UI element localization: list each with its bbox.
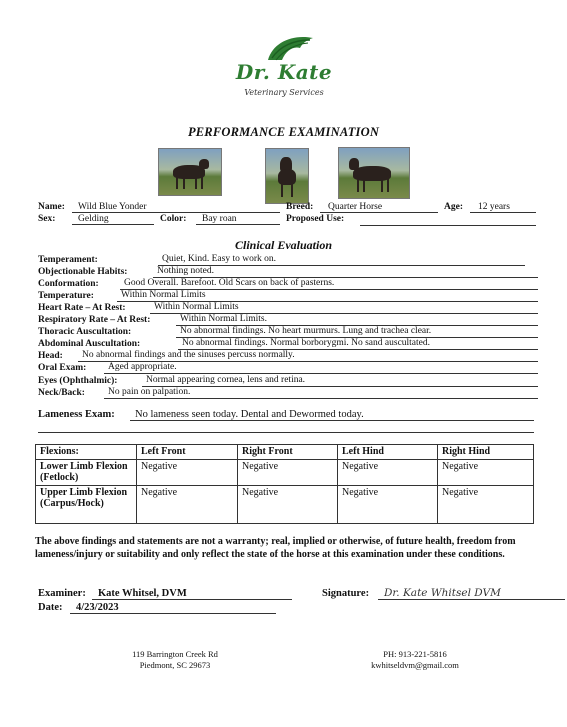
evaluation-value: Quiet, Kind. Easy to work on. xyxy=(158,254,525,266)
age-label: Age: xyxy=(444,202,463,212)
breed-label: Breed: xyxy=(286,202,314,212)
evaluation-row xyxy=(38,387,538,399)
table-row xyxy=(36,486,534,524)
table-cell: Negative xyxy=(438,460,534,486)
date-value: 4/23/2023 xyxy=(70,602,276,614)
evaluation-value: Aged appropriate. xyxy=(104,362,538,374)
table-cell: Negative xyxy=(238,460,338,486)
proposed-use-label: Proposed Use: xyxy=(286,214,345,224)
evaluation-label: Neck/Back: xyxy=(38,388,85,398)
examiner-value: Kate Whitsel, DVM xyxy=(92,588,292,600)
evaluation-row xyxy=(38,278,538,290)
footer-address-line2: Piedmont, SC 29673 xyxy=(139,660,211,670)
table-cell: Negative xyxy=(238,486,338,524)
evaluation-value: Nothing noted. xyxy=(153,266,538,278)
evaluation-row xyxy=(38,350,538,362)
footer-phone: PH: 913-221-5816 xyxy=(383,649,447,659)
color-value: Bay roan xyxy=(196,214,280,225)
horse-name-value: Wild Blue Yonder xyxy=(72,202,280,213)
disclaimer: The above findings and statements are not a warranty; real, implied or otherwise, of future health, freedom from lameness/injury or suitability and only reflect the state of the horse at this examination under these conditions. xyxy=(35,536,516,560)
logo-subtitle: Veterinary Services xyxy=(244,88,324,97)
horse-photo-1 xyxy=(158,148,222,196)
evaluation-row xyxy=(38,266,538,278)
section-title: Clinical Evaluation xyxy=(234,238,333,252)
age-value: 12 years xyxy=(470,202,536,213)
table-cell: Negative xyxy=(137,460,238,486)
breed-value: Quarter Horse xyxy=(320,202,438,213)
evaluation-value: Normal appearing cornea, lens and retina. xyxy=(142,375,538,387)
evaluation-label: Heart Rate – At Rest: xyxy=(38,303,126,313)
lameness-label: Lameness Exam: xyxy=(38,409,115,420)
horse-photo-3 xyxy=(338,147,410,199)
evaluation-value: No abnormal findings. Normal borborygmi. No sand auscultated. xyxy=(178,338,538,350)
footer-contact xyxy=(340,649,490,671)
evaluation-label: Eyes (Ophthalmic): xyxy=(38,376,118,386)
evaluation-row xyxy=(38,314,538,326)
row-label: Upper Limb Flexion (Carpus/Hock) xyxy=(36,486,137,524)
evaluation-label: Conformation: xyxy=(38,279,99,289)
table-cell: Negative xyxy=(338,486,438,524)
row-label: Lower Limb Flexion (Fetlock) xyxy=(36,460,137,486)
evaluation-label: Abdominal Auscultation: xyxy=(38,339,141,349)
table-header-row xyxy=(36,445,534,460)
date-label: Date: xyxy=(38,602,63,613)
table-header: Left Front xyxy=(137,445,238,460)
page-title: PERFORMANCE EXAMINATION xyxy=(187,125,380,139)
evaluation-label: Thoracic Auscultation: xyxy=(38,327,132,337)
table-cell: Negative xyxy=(137,486,238,524)
evaluation-value: Good Overall. Barefoot. Old Scars on back of pasterns. xyxy=(120,278,538,290)
logo-name: Dr. Kate xyxy=(235,60,333,84)
sex-value: Gelding xyxy=(72,214,154,225)
evaluation-row xyxy=(38,290,538,302)
footer-email: kwhitseldvm@gmail.com xyxy=(371,660,459,670)
table-cell: Negative xyxy=(338,460,438,486)
evaluation-row xyxy=(38,302,538,314)
table-header: Right Hind xyxy=(438,445,534,460)
table-header: Flexions: xyxy=(36,445,137,460)
evaluation-value: Within Normal Limits. xyxy=(176,314,538,326)
evaluation-label: Respiratory Rate – At Rest: xyxy=(38,315,151,325)
evaluation-value: No pain on palpation. xyxy=(104,387,538,399)
lameness-value: No lameness seen today. Dental and Dewormed today. xyxy=(130,409,534,421)
signature-label: Signature: xyxy=(322,588,370,599)
examiner-label: Examiner: xyxy=(38,588,86,599)
evaluation-row xyxy=(38,338,538,350)
color-label: Color: xyxy=(160,214,187,224)
evaluation-row xyxy=(38,362,538,374)
name-label: Name: xyxy=(38,202,65,212)
table-cell: Negative xyxy=(438,486,534,524)
evaluation-value: Within Normal Limits xyxy=(117,290,538,302)
evaluation-value: Within Normal Limits xyxy=(150,302,538,314)
footer-address xyxy=(100,649,250,671)
evaluation-row xyxy=(38,375,538,387)
blank-line xyxy=(38,432,534,433)
table-row xyxy=(36,460,534,486)
proposed-use-value xyxy=(360,214,536,226)
table-header: Right Front xyxy=(238,445,338,460)
footer-address-line1: 119 Barrington Creek Rd xyxy=(132,649,218,659)
sex-label: Sex: xyxy=(38,214,56,224)
evaluation-label: Oral Exam: xyxy=(38,363,87,373)
evaluation-label: Temperament: xyxy=(38,255,98,265)
horse-photo-2 xyxy=(265,148,309,204)
evaluation-label: Objectionable Habits: xyxy=(38,267,128,277)
flexion-table xyxy=(35,444,534,524)
signature-value: Dr. Kate Whitsel DVM xyxy=(378,587,565,600)
evaluation-label: Temperature: xyxy=(38,291,94,301)
evaluation-row xyxy=(38,326,538,338)
evaluation-value: No abnormal findings and the sinuses percuss normally. xyxy=(78,350,538,362)
evaluation-label: Head: xyxy=(38,351,63,361)
evaluation-row xyxy=(38,254,538,266)
table-header: Left Hind xyxy=(338,445,438,460)
evaluation-value: No abnormal findings. No heart murmurs. Lung and trachea clear. xyxy=(176,326,538,338)
